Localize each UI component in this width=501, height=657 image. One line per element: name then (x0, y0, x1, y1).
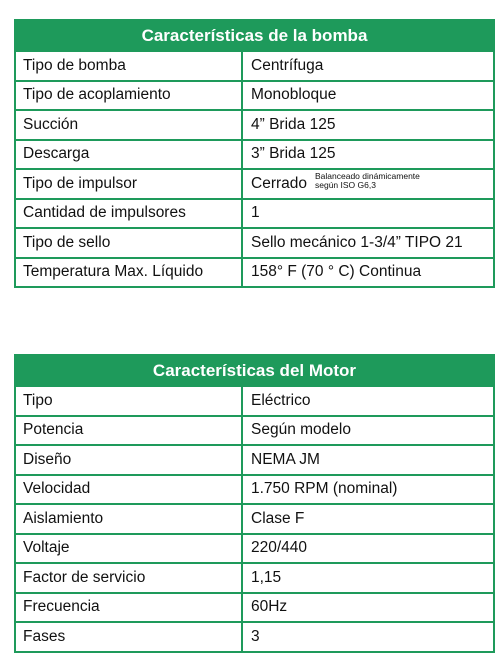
motor-characteristics-table (14, 354, 495, 653)
row-value: 1,15 (251, 568, 282, 586)
row-label: Descarga (16, 141, 243, 169)
table-row (16, 227, 493, 257)
row-label: Tipo (16, 387, 243, 415)
row-value-container (243, 170, 493, 198)
impeller-note (315, 172, 420, 190)
row-value: Clase F (251, 509, 305, 527)
row-label: Cantidad de impulsores (16, 200, 243, 228)
table-row (16, 592, 493, 622)
table-row (16, 139, 493, 169)
table-row (16, 503, 493, 533)
row-value: 1.750 RPM (nominal) (251, 480, 398, 498)
table-row (16, 168, 493, 198)
row-value: Centrífuga (251, 56, 324, 74)
row-label: Tipo de sello (16, 229, 243, 257)
row-value: 158° F (70 ° C) Continua (251, 263, 422, 281)
row-label: Potencia (16, 417, 243, 445)
row-label: Frecuencia (16, 594, 243, 622)
row-label: Temperatura Max. Líquido (16, 259, 243, 287)
row-label: Velocidad (16, 476, 243, 504)
row-label: Fases (16, 623, 243, 651)
row-label: Tipo de acoplamiento (16, 82, 243, 110)
row-value: Sello mecánico 1-3/4” TIPO 21 (251, 233, 463, 251)
row-label: Tipo de impulsor (16, 170, 243, 198)
row-label: Factor de servicio (16, 564, 243, 592)
row-value: 1 (251, 204, 260, 222)
table-row (16, 444, 493, 474)
impeller-note-line2: según ISO G6,3 (315, 179, 376, 190)
impeller-note-line1: Balanceado dinámicamente (315, 170, 420, 181)
row-value: Monobloque (251, 86, 337, 104)
row-label: Aislamiento (16, 505, 243, 533)
row-label: Diseño (16, 446, 243, 474)
row-value: 3” Brida 125 (251, 145, 336, 163)
row-value: Cerrado (251, 174, 307, 192)
row-value: 4” Brida 125 (251, 115, 336, 133)
row-value: 220/440 (251, 539, 308, 557)
table-row (16, 385, 493, 415)
table-row (16, 50, 493, 80)
table-row (16, 562, 493, 592)
row-value: 60Hz (251, 598, 288, 616)
row-value: Eléctrico (251, 391, 311, 409)
table-row (16, 621, 493, 651)
table-row (16, 474, 493, 504)
motor-table-title: Características del Motor (16, 356, 493, 385)
row-value: Según modelo (251, 421, 351, 439)
table-row (16, 80, 493, 110)
row-label: Succión (16, 111, 243, 139)
table-row (16, 257, 493, 287)
row-label: Voltaje (16, 535, 243, 563)
table-row (16, 109, 493, 139)
pump-table-title: Características de la bomba (16, 21, 493, 50)
row-label: Tipo de bomba (16, 52, 243, 80)
pump-characteristics-table (14, 19, 495, 288)
row-value: NEMA JM (251, 450, 320, 468)
table-row (16, 415, 493, 445)
table-row (16, 198, 493, 228)
row-value: 3 (251, 627, 260, 645)
table-row (16, 533, 493, 563)
